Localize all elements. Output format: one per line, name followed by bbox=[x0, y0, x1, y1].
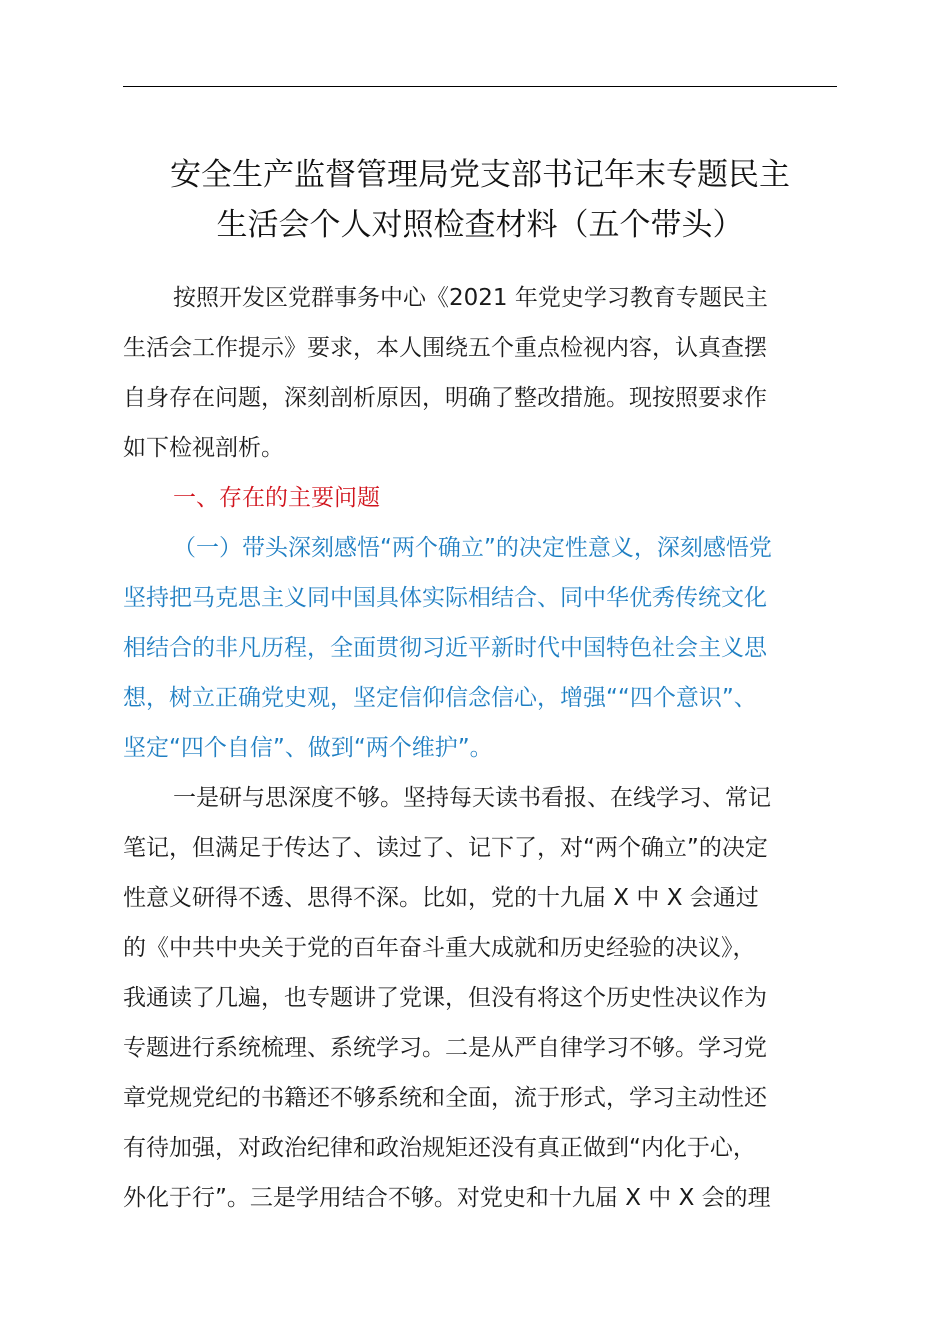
document-title bbox=[110, 150, 850, 250]
title-line-1: 安全生产监督管理局党支部书记年末专题民主 bbox=[170, 157, 790, 193]
header-rule bbox=[123, 86, 837, 87]
body-line: 一是研与思深度不够。坚持每天读书看报、在线学习、常记 bbox=[173, 785, 771, 811]
subsection-line: 相结合的非凡历程，全面贯彻习近平新时代中国特色社会主义思 bbox=[123, 635, 767, 661]
body-line: 章党规党纪的书籍还不够系统和全面，流于形式，学习主动性还 bbox=[123, 1085, 767, 1111]
subsection-line: 想，树立正确党史观，坚定信仰信念信心，增强““四个意识”、 bbox=[123, 685, 757, 711]
body-line: 我通读了几遍，也专题讲了党课，但没有将这个历史性决议作为 bbox=[123, 985, 767, 1011]
intro-line: 自身存在问题，深刻剖析原因，明确了整改措施。现按照要求作 bbox=[123, 385, 767, 411]
section-heading bbox=[123, 473, 837, 523]
subsection-heading bbox=[123, 523, 837, 773]
intro-paragraph bbox=[123, 273, 837, 473]
subsection-line: 坚持把马克思主义同中国具体实际相结合、同中华优秀传统文化 bbox=[123, 585, 767, 611]
title-line-2: 生活会个人对照检查材料（五个带头） bbox=[216, 207, 744, 243]
intro-line: 按照开发区党群事务中心《2021 年党史学习教育专题民主 bbox=[173, 285, 768, 311]
subsection-line: 坚定“四个自信”、做到“两个维护”。 bbox=[123, 735, 493, 761]
body-line: 外化于行”。三是学用结合不够。对党史和十九届 X 中 X 会的理 bbox=[123, 1185, 771, 1211]
intro-line: 生活会工作提示》要求，本人围绕五个重点检视内容，认真查摆 bbox=[123, 335, 767, 361]
section-heading-text: 一、存在的主要问题 bbox=[173, 485, 380, 511]
body-line: 的《中共中央关于党的百年奋斗重大成就和历史经验的决议》， bbox=[123, 935, 756, 961]
intro-line: 如下检视剖析。 bbox=[123, 435, 284, 461]
body-line: 专题进行系统梳理、系统学习。二是从严自律学习不够。学习党 bbox=[123, 1035, 767, 1061]
body-line: 性意义研得不透、思得不深。比如，党的十九届 X 中 X 会通过 bbox=[123, 885, 759, 911]
body-paragraph bbox=[123, 773, 837, 1223]
body-line: 有待加强，对政治纪律和政治规矩还没有真正做到“内化于心， bbox=[123, 1135, 756, 1161]
body-line: 笔记，但满足于传达了、读过了、记下了，对“两个确立”的决定 bbox=[123, 835, 768, 861]
subsection-line: （一）带头深刻感悟“两个确立”的决定性意义，深刻感悟党 bbox=[173, 535, 772, 561]
